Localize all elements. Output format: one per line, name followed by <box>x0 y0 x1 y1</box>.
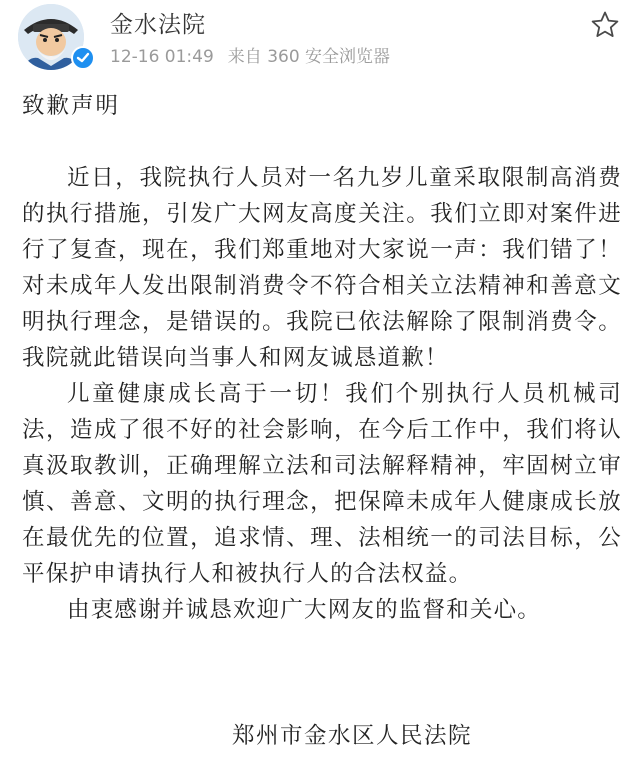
post-timestamp: 12-16 01:49 <box>110 47 214 67</box>
post-source: 来自 360 安全浏览器 <box>227 47 391 67</box>
paragraph-2: 儿童健康成长高于一切！我们个别执行人员机械司法，造成了很不好的社会影响，在今后工作中，我们将认真汲取教训，正确理解立法和司法解释精神，牢固树立审慎、善意、文明的执行理念，把保障未成年人健康成长放在最优先的位置，追求情、理、法相统一的司法目标，公平保护申请执行人和被执行人的合法权益。 <box>22 381 622 587</box>
signature: 郑州市金水区人民法院 <box>232 723 473 749</box>
verified-badge-icon <box>71 46 95 70</box>
paragraph-1: 近日，我院执行人员对一名九岁儿童采取限制高消费的执行措施，引发广大网友高度关注。我们立即对案件进行了复查，现在，我们郑重地对大家说一声：我们错了！对未成年人发出限制消费令不符合相关立法精神和善意文明执行理念，是错误的。我院已依法解除了限制消费令。我院就此错误向当事人和网友诚恳道歉！ <box>22 165 622 371</box>
favorite-button[interactable] <box>590 10 620 40</box>
post-meta <box>110 42 404 67</box>
post-header <box>0 0 640 80</box>
article-title: 致歉声明 <box>22 93 121 119</box>
paragraph-3: 由衷感谢并诚恳欢迎广大网友的监督和关心。 <box>67 597 542 623</box>
statement-article <box>22 80 622 628</box>
account-name[interactable]: 金水法院 <box>110 12 206 38</box>
star-outline-icon <box>590 10 620 40</box>
